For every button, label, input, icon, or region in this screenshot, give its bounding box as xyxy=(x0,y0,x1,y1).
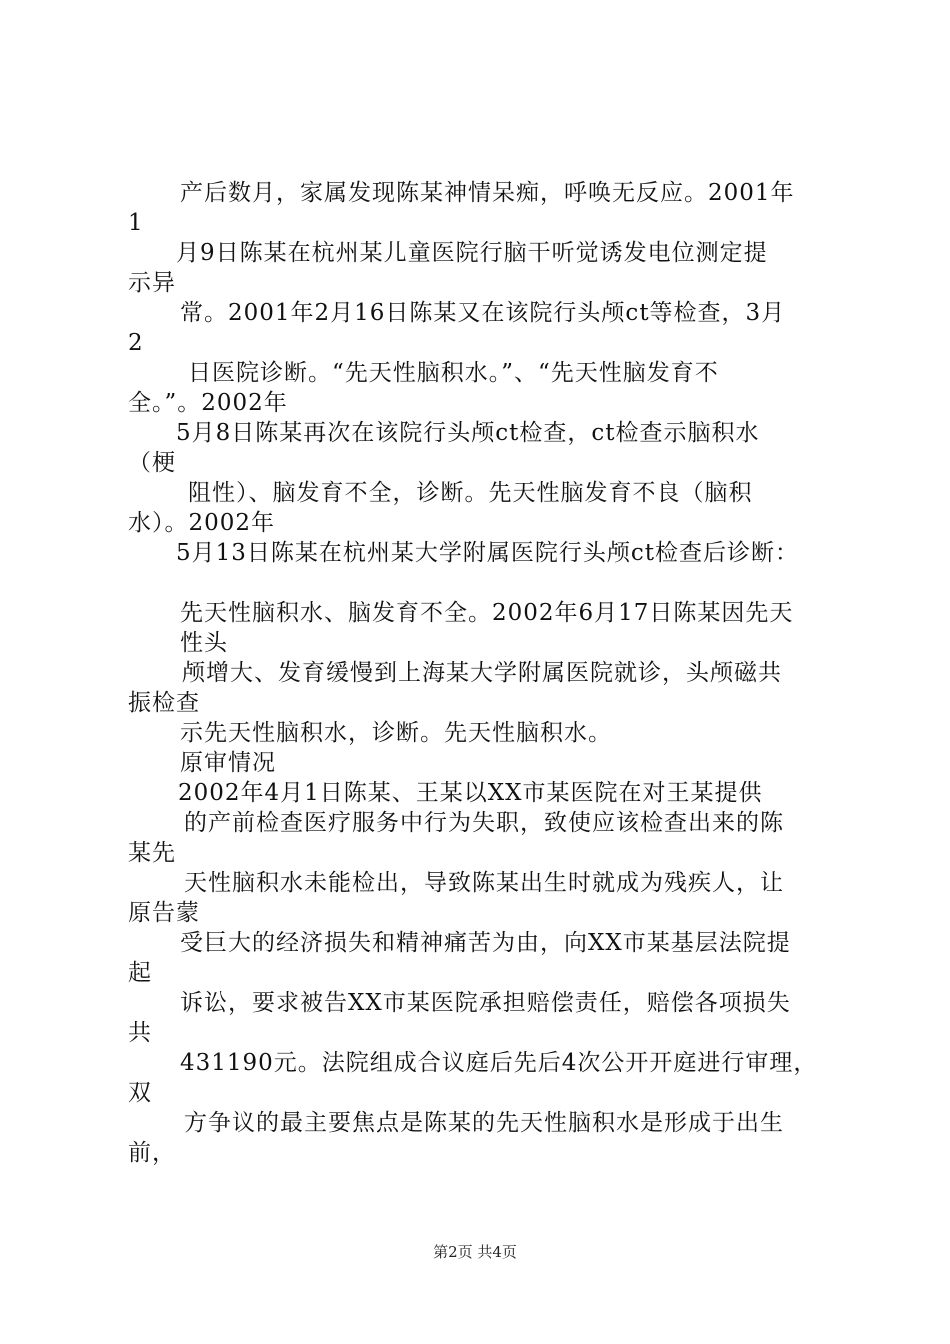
text-line: 1 xyxy=(128,210,144,236)
text-line: 受巨大的经济损失和精神痛苦为由，向XX市某基层法院提 xyxy=(180,930,791,956)
text-line: 5月13日陈某在杭州某大学附属医院行头颅ct检查后诊断： xyxy=(176,540,800,566)
text-line: 示异 xyxy=(128,270,176,296)
text-line: 某先 xyxy=(128,840,176,866)
text-line: 产后数月，家属发现陈某神情呆痴，呼唤无反应。2001年 xyxy=(180,180,795,206)
section-heading: 原审情况 xyxy=(180,750,276,776)
text-line xyxy=(128,568,848,598)
text-line: 示先天性脑积水，诊断。先天性脑积水。 xyxy=(180,720,612,746)
text-line: 天性脑积水未能检出，导致陈某出生时就成为残疾人，让 xyxy=(184,870,784,896)
text-line: 起 xyxy=(128,960,152,986)
text-line: 双 xyxy=(128,1080,152,1106)
text-line: （梗 xyxy=(128,450,176,476)
text-line: 性头 xyxy=(180,630,228,656)
text-line: 原告蒙 xyxy=(128,900,200,926)
text-line: 阻性）、脑发育不全，诊断。先天性脑发育不良（脑积 xyxy=(188,480,753,506)
text-line: 日医院诊断。“先天性脑积水。”、“先天性脑发育不 xyxy=(188,360,719,386)
text-line: 的产前检查医疗服务中行为失职，致使应该检查出来的陈 xyxy=(184,810,784,836)
text-line: 全。”。2002年 xyxy=(128,390,288,416)
text-line: 月9日陈某在杭州某儿童医院行脑干听觉诱发电位测定提 xyxy=(176,240,768,266)
text-line: 振检查 xyxy=(128,690,200,716)
text-line: 2002年4月1日陈某、王某以XX市某医院在对王某提供 xyxy=(178,780,763,806)
text-line: 先天性脑积水、脑发育不全。2002年6月17日陈某因先天 xyxy=(180,600,794,626)
text-line: 水）。2002年 xyxy=(128,510,276,536)
text-line: 常。2001年2月16日陈某又在该院行头颅ct等检查，3月 xyxy=(180,300,786,326)
text-line: 颅增大、发育缓慢到上海某大学附属医院就诊，头颅磁共 xyxy=(182,660,782,686)
text-line: 诉讼，要求被告XX市某医院承担赔偿责任，赔偿各项损失 xyxy=(180,990,791,1016)
page-number-footer: 第2页 共4页 xyxy=(433,1243,517,1261)
body-text xyxy=(128,178,848,1168)
text-line: 5月8日陈某再次在该院行头颅ct检查，ct检查示脑积水 xyxy=(176,420,760,446)
text-line: 方争议的最主要焦点是陈某的先天性脑积水是形成于出生 xyxy=(184,1110,784,1136)
text-line: 前， xyxy=(128,1140,176,1166)
text-line: 2 xyxy=(128,330,144,356)
text-line: 431190元。法院组成合议庭后先后4次公开开庭进行审理， xyxy=(180,1050,818,1076)
text-line: 共 xyxy=(128,1020,152,1046)
